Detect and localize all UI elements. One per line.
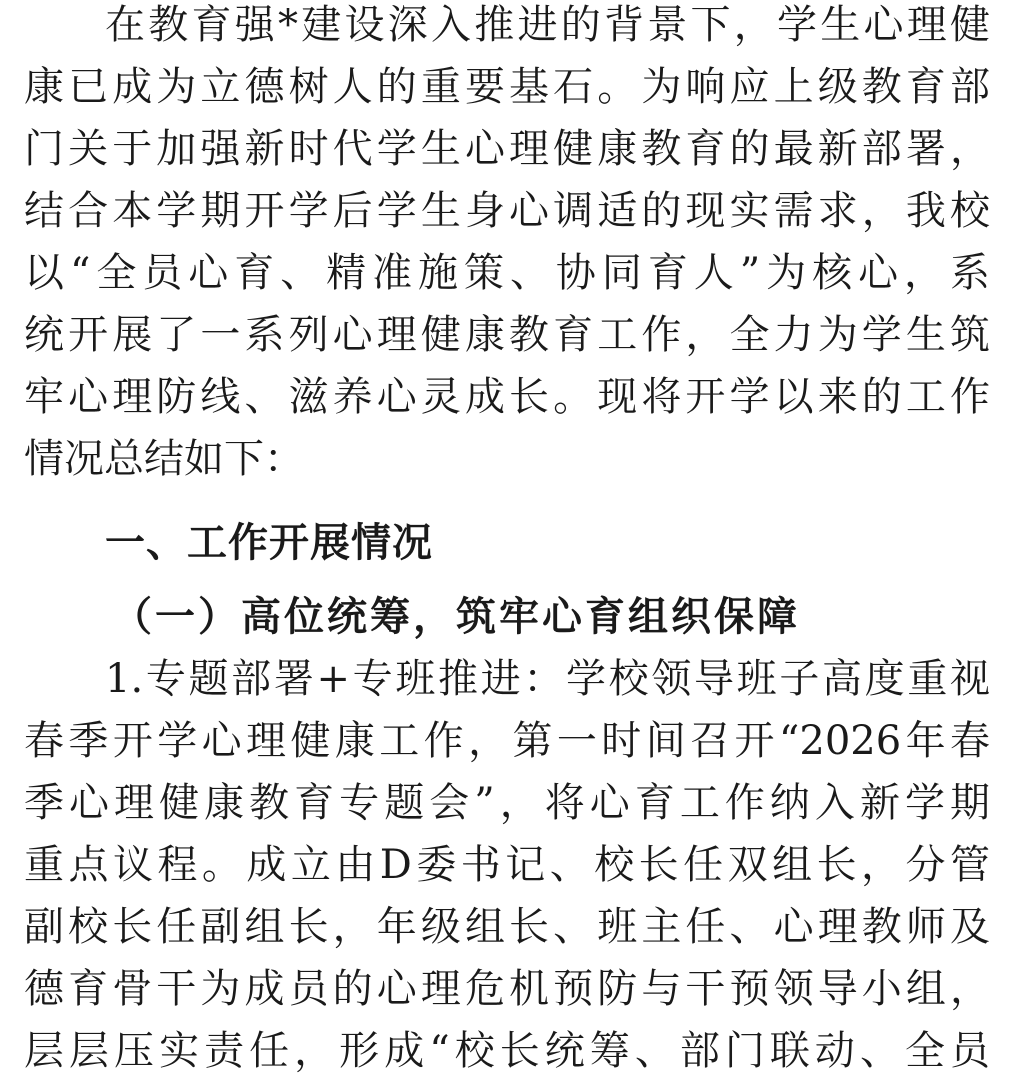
para1-line-1: 1.专题部署+专班推进：学校领导班子高度重视 — [105, 656, 990, 702]
para1-line-4: 重点议程。成立由D委书记、校长任双组长，分管 — [24, 842, 990, 888]
para1-line-6: 德育骨干为成员的心理危机预防与干预领导小组， — [24, 966, 990, 1012]
intro-line-2: 康已成为立德树人的重要基石。为响应上级教育部 — [24, 64, 990, 110]
para1-line-7: 层层压实责任，形成“校长统筹、部门联动、全员 — [24, 1028, 990, 1074]
intro-line-8: 情况总结如下： — [24, 436, 304, 482]
intro-line-7: 牢心理防线、滋养心灵成长。现将开学以来的工作 — [24, 374, 990, 420]
para1-line-2: 春季开学心理健康工作，第一时间召开“2026年春 — [24, 718, 990, 764]
para1-line-5: 副校长任副组长，年级组长、班主任、心理教师及 — [24, 904, 990, 950]
intro-line-6: 统开展了一系列心理健康教育工作，全力为学生筑 — [24, 312, 990, 358]
intro-line-5-text: 以“全员心育、精准施策、协同育人”为核心，系 — [24, 250, 990, 296]
para1-line-3: 季心理健康教育专题会”，将心育工作纳入新学期 — [24, 780, 990, 826]
intro-line-4: 结合本学期开学后学生身心调适的现实需求，我校 — [24, 188, 990, 234]
intro-line-1: 在教育强*建设深入推进的背景下，学生心理健 — [105, 2, 990, 48]
intro-line-5 — [24, 242, 990, 304]
subsection-heading-1: （一）高位统筹，筑牢心育组织保障 — [112, 593, 800, 640]
section-heading-1: 一、工作开展情况 — [105, 520, 433, 566]
intro-line-3: 门关于加强新时代学生心理健康教育的最新部署， — [24, 126, 990, 172]
